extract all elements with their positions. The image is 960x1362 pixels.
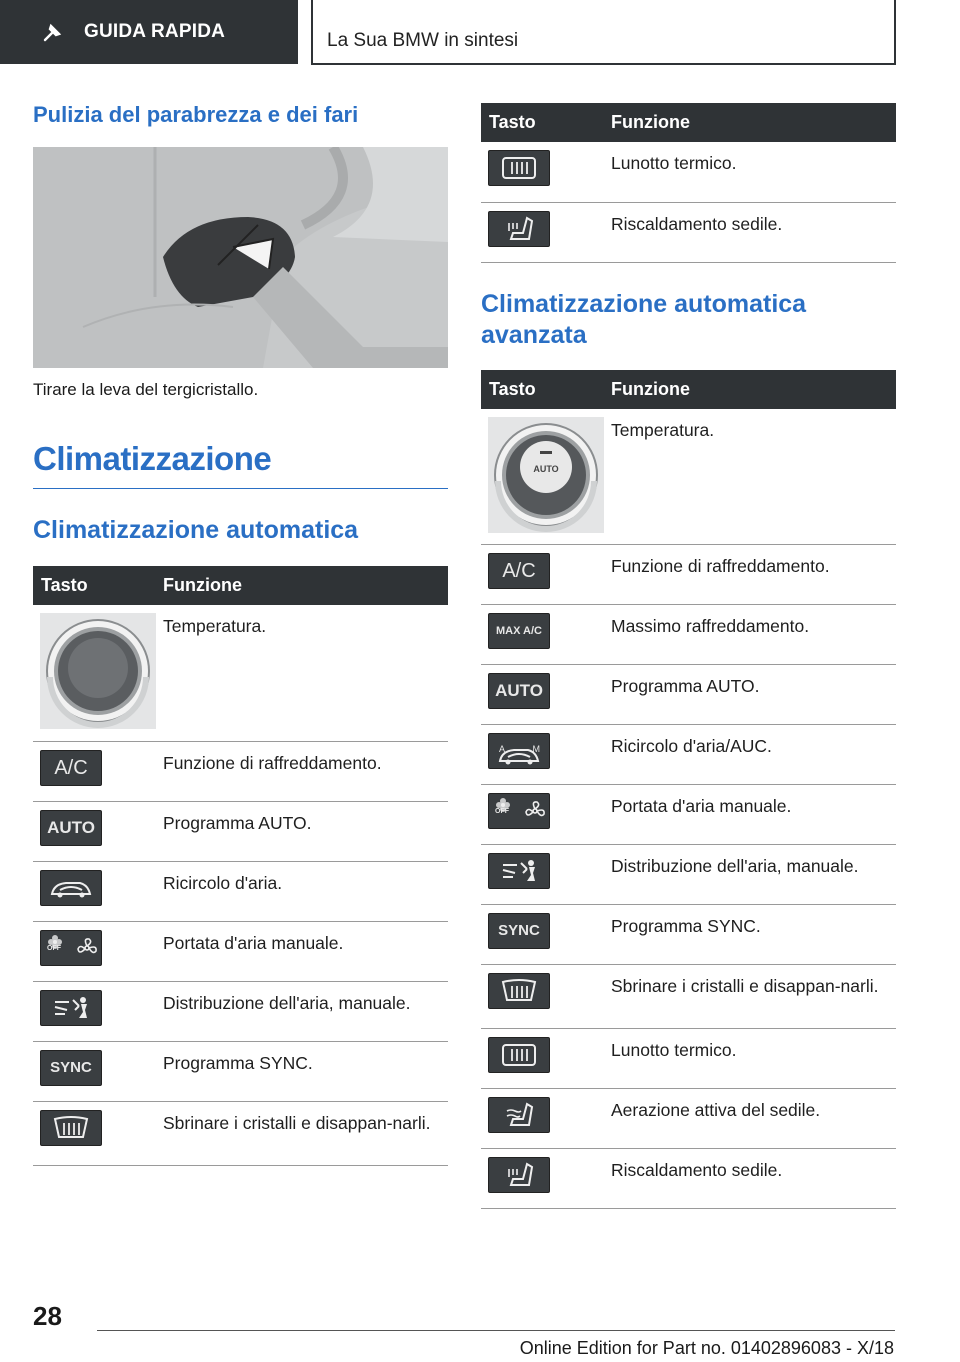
washer-caption: Tirare la leva del tergicristallo.: [33, 380, 259, 399]
auc-m-label: M: [532, 744, 540, 754]
table-row: [33, 981, 448, 1041]
row-text: Programma SYNC.: [605, 905, 896, 965]
table-row: [481, 1029, 896, 1089]
row-text: Portata d'aria manuale.: [605, 785, 896, 845]
rear-window-heat-icon: [488, 1037, 550, 1073]
table-row: [481, 409, 896, 545]
recirculation-auc-icon: [488, 733, 550, 769]
right-column: [481, 103, 896, 1209]
row-text: Portata d'aria manuale.: [157, 921, 448, 981]
table-row: [481, 605, 896, 665]
row-text: Funzione di raffreddamento.: [605, 545, 896, 605]
row-text: Programma AUTO.: [605, 665, 896, 725]
footer-rule: [97, 1330, 895, 1331]
table-row: [33, 801, 448, 861]
table-header: [33, 566, 448, 605]
climate-rule: [33, 488, 448, 489]
sync-button-icon: SYNC: [40, 1050, 102, 1086]
advanced-climate-heading: Climatizzazione automatica avanzata: [481, 289, 807, 349]
row-text: Lunotto termico.: [605, 142, 896, 202]
left-column: [33, 100, 448, 1166]
section-label: GUIDA RAPIDA: [84, 21, 226, 42]
table-row: [481, 1089, 896, 1149]
page-number: 28: [33, 1301, 62, 1331]
edition-note: Online Edition for Part no. 01402896083 - X/18: [519, 1338, 894, 1358]
row-text: Programma AUTO.: [157, 801, 448, 861]
rear-table: [481, 103, 896, 263]
knob-auto-label: AUTO: [533, 463, 559, 474]
air-distribution-icon: [40, 990, 102, 1026]
row-text: Temperatura.: [605, 409, 896, 545]
row-text: Sbrinare i cristalli e disappan-narli.: [605, 965, 896, 1029]
col-key: Tasto: [33, 566, 157, 605]
recirculation-icon: [40, 870, 102, 906]
table-row: [481, 725, 896, 785]
washer-heading: Pulizia del parabrezza e dei fari: [33, 102, 359, 127]
fan-speed-icon: [40, 930, 102, 966]
col-key: Tasto: [481, 103, 605, 142]
climate-heading: Climatizzazione: [33, 440, 272, 477]
row-text: Ricircolo d'aria/AUC.: [605, 725, 896, 785]
table-row: [33, 741, 448, 801]
defrost-windshield-icon: [488, 973, 550, 1009]
table-row: [481, 845, 896, 905]
off-label: OFF: [47, 944, 61, 952]
table-row: [33, 1101, 448, 1165]
defrost-windshield-icon: [40, 1110, 102, 1146]
row-text: Riscaldamento sedile.: [605, 1149, 896, 1209]
chapter-label: La Sua BMW in sintesi: [327, 30, 519, 51]
table-header: [481, 370, 896, 409]
table-row: [481, 965, 896, 1029]
auc-a-label: A: [499, 744, 506, 754]
seat-ventilation-icon: [488, 1097, 550, 1133]
row-text: Massimo raffreddamento.: [605, 605, 896, 665]
table-row: [481, 202, 896, 262]
max-ac-button-icon: MAX A/C: [488, 613, 550, 649]
row-text: Distribuzione dell'aria, manuale.: [605, 845, 896, 905]
col-function: Funzione: [605, 370, 896, 409]
row-text: Programma SYNC.: [157, 1041, 448, 1101]
car-pin-icon: [42, 21, 64, 43]
table-row: [481, 1149, 896, 1209]
table-row: [33, 861, 448, 921]
table-header: [481, 103, 896, 142]
table-row: [481, 905, 896, 965]
off-label: OFF: [495, 808, 509, 815]
rear-window-heat-icon: [488, 150, 550, 186]
auto-button-icon: AUTO: [40, 810, 102, 846]
table-row: [481, 545, 896, 605]
section-tab[interactable]: [0, 0, 298, 64]
row-text: Lunotto termico.: [605, 1029, 896, 1089]
table-row: [33, 1041, 448, 1101]
advanced-climate-table: [481, 370, 896, 1210]
row-text: Distribuzione dell'aria, manuale.: [157, 981, 448, 1041]
row-text: Ricircolo d'aria.: [157, 861, 448, 921]
auto-button-icon: AUTO: [488, 673, 550, 709]
table-row: [481, 142, 896, 202]
auto-climate-table: [33, 566, 448, 1166]
row-text: Aerazione attiva del sedile.: [605, 1089, 896, 1149]
row-text: Temperatura.: [157, 605, 448, 741]
col-function: Funzione: [605, 103, 896, 142]
table-row: [481, 785, 896, 845]
seat-heating-icon: [488, 1157, 550, 1193]
col-function: Funzione: [157, 566, 448, 605]
seat-heating-icon: [488, 211, 550, 247]
table-row: [481, 665, 896, 725]
ac-button-icon: A/C: [40, 750, 102, 786]
auto-climate-heading: Climatizzazione automatica: [33, 516, 359, 544]
air-distribution-icon: [488, 853, 550, 889]
table-row: [33, 605, 448, 741]
temperature-knob-icon: [40, 613, 156, 729]
row-text: Riscaldamento sedile.: [605, 202, 896, 262]
col-key: Tasto: [481, 370, 605, 409]
row-text: Funzione di raffreddamento.: [157, 741, 448, 801]
table-row: [33, 921, 448, 981]
fan-speed-icon: [488, 793, 550, 829]
temperature-knob-auto-icon: [488, 417, 604, 533]
chapter-tab[interactable]: [311, 0, 896, 65]
wiper-lever-photo: [33, 147, 448, 368]
sync-button-icon: SYNC: [488, 913, 550, 949]
ac-button-icon: A/C: [488, 553, 550, 589]
row-text: Sbrinare i cristalli e disappan-narli.: [157, 1101, 448, 1165]
